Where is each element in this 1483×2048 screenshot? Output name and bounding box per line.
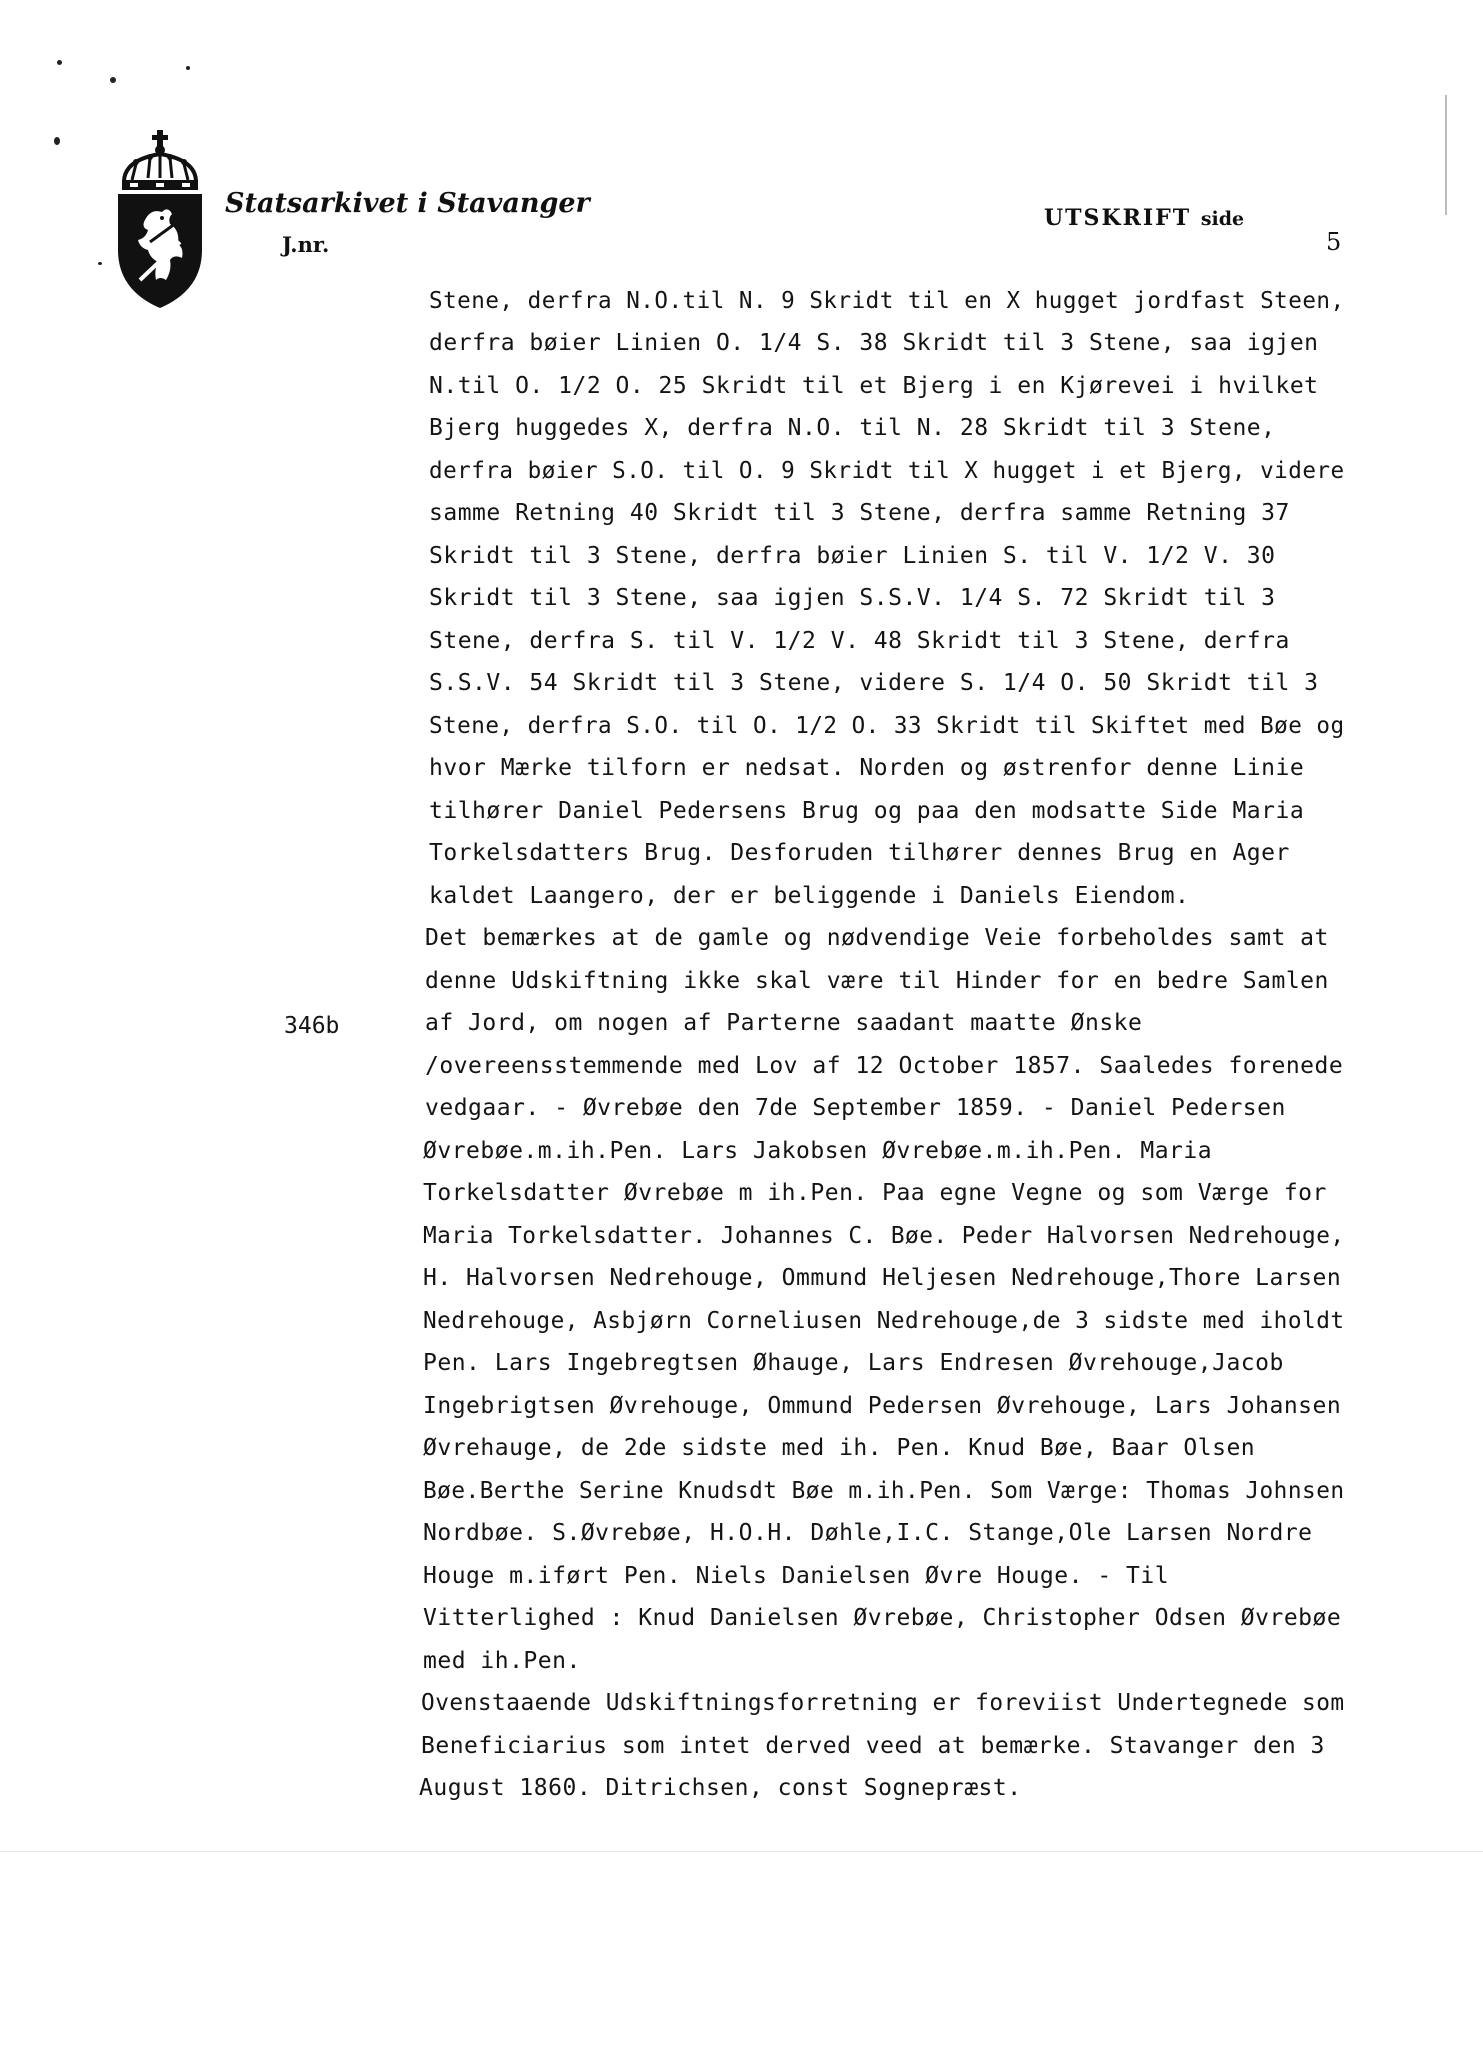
scan-speck: [110, 77, 116, 83]
text-line: derfra bøier Linien O. 1/4 S. 38 Skridt til 3 Stene, saa igjen: [429, 330, 1319, 356]
text-line: Skridt til 3 Stene, derfra bøier Linien S. til V. 1/2 V. 30: [429, 543, 1276, 569]
text-line: Stene, derfra S. til V. 1/2 V. 48 Skridt til 3 Stene, derfra: [429, 628, 1290, 654]
margin-note: 346b: [284, 1013, 340, 1039]
text-line: Ovenstaaende Udskiftningsforretning er foreviist Undertegnede som: [421, 1690, 1345, 1716]
text-line: Beneficiarius som intet derved veed at bemærke. Stavanger den 3: [421, 1733, 1325, 1759]
extract-title: UTSKRIFT: [1044, 205, 1192, 231]
text-line: Maria Torkelsdatter. Johannes C. Bøe. Peder Halvorsen Nedrehouge,: [423, 1223, 1345, 1249]
text-line: Bjerg huggedes X, derfra N.O. til N. 28 Skridt til 3 Stene,: [429, 415, 1276, 441]
scan-speck: [57, 60, 62, 65]
side-label: side: [1200, 208, 1245, 230]
archive-name: Statsarkivet i Stavanger: [225, 188, 590, 219]
text-line: Skridt til 3 Stene, saa igjen S.S.V. 1/4 S. 72 Skridt til 3: [429, 585, 1276, 611]
text-line: Det bemærkes at de gamle og nødvendige Veie forbeholdes samt at: [425, 925, 1329, 951]
text-line: hvor Mærke tilforn er nedsat. Norden og østrenfor denne Linie: [429, 755, 1305, 781]
text-line: denne Udskiftning ikke skal være til Hinder for en bedre Samlen: [425, 968, 1329, 994]
text-line: Vitterlighed : Knud Danielsen Øvrebøe, Christopher Odsen Øvrebøe: [423, 1605, 1342, 1631]
text-line: tilhører Daniel Pedersens Brug og paa den modsatte Side Maria: [429, 798, 1305, 824]
text-line: S.S.V. 54 Skridt til 3 Stene, videre S. 1/4 O. 50 Skridt til 3: [429, 670, 1319, 696]
text-line: /overeensstemmende med Lov af 12 October 1857. Saaledes forenede: [425, 1053, 1344, 1079]
text-line: derfra bøier S.O. til O. 9 Skridt til X hugget i et Bjerg, videre: [429, 458, 1345, 484]
text-line: August 1860. Ditrichsen, const Sognepræst.: [419, 1775, 1022, 1801]
scan-speck: [98, 262, 102, 265]
text-line: af Jord, om nogen af Parterne saadant maatte Ønske: [425, 1010, 1143, 1036]
scan-edge-line: [1445, 95, 1447, 215]
text-line: N.til O. 1/2 O. 25 Skridt til et Bjerg i en Kjørevei i hvilket: [429, 373, 1319, 399]
text-line: Torkelsdatter Øvrebøe m ih.Pen. Paa egne Vegne og som Værge for: [423, 1180, 1327, 1206]
text-line: Torkelsdatters Brug. Desforuden tilhører dennes Brug en Ager: [429, 840, 1290, 866]
scan-fold-line: [0, 1851, 1483, 1852]
text-line: vedgaar. - Øvrebøe den 7de September 1859. - Daniel Pedersen: [425, 1095, 1286, 1121]
text-line: Bøe.Berthe Serine Knudsdt Bøe m.ih.Pen. Som Værge: Thomas Johnsen: [423, 1478, 1345, 1504]
text-line: Ingebrigtsen Øvrehouge, Ommund Pedersen Øvrehouge, Lars Johansen: [423, 1393, 1342, 1419]
page-number: 5: [1326, 228, 1342, 256]
text-line: kaldet Laangero, der er beliggende i Daniels Eiendom.: [429, 883, 1190, 909]
extract-label: [1044, 205, 1244, 231]
scan-speck: [186, 66, 190, 70]
journal-number-label: J.nr.: [282, 232, 330, 257]
text-line: H. Halvorsen Nedrehouge, Ommund Heljesen Nedrehouge,Thore Larsen: [423, 1265, 1342, 1291]
text-line: Pen. Lars Ingebregtsen Øhauge, Lars Endresen Øvrehouge,Jacob: [423, 1350, 1284, 1376]
text-line: Houge m.iført Pen. Niels Danielsen Øvre Houge. - Til: [423, 1563, 1170, 1589]
text-line: med ih.Pen.: [423, 1648, 581, 1674]
text-line: samme Retning 40 Skridt til 3 Stene, derfra samme Retning 37: [429, 500, 1290, 526]
text-line: Stene, derfra N.O.til N. 9 Skridt til en X hugget jordfast Steen,: [429, 288, 1345, 314]
coat-of-arms-icon: [110, 130, 210, 310]
text-line: Nedrehouge, Asbjørn Corneliusen Nedrehouge,de 3 sidste med iholdt: [423, 1308, 1345, 1334]
scan-speck: [54, 137, 60, 145]
text-line: Nordbøe. S.Øvrebøe, H.O.H. Døhle,I.C. Stange,Ole Larsen Nordre: [423, 1520, 1313, 1546]
text-line: Øvrebøe.m.ih.Pen. Lars Jakobsen Øvrebøe.m.ih.Pen. Maria: [423, 1138, 1213, 1164]
text-line: Øvrehauge, de 2de sidste med ih. Pen. Knud Bøe, Baar Olsen: [423, 1435, 1256, 1461]
text-line: Stene, derfra S.O. til O. 1/2 O. 33 Skridt til Skiftet med Bøe og: [429, 713, 1345, 739]
